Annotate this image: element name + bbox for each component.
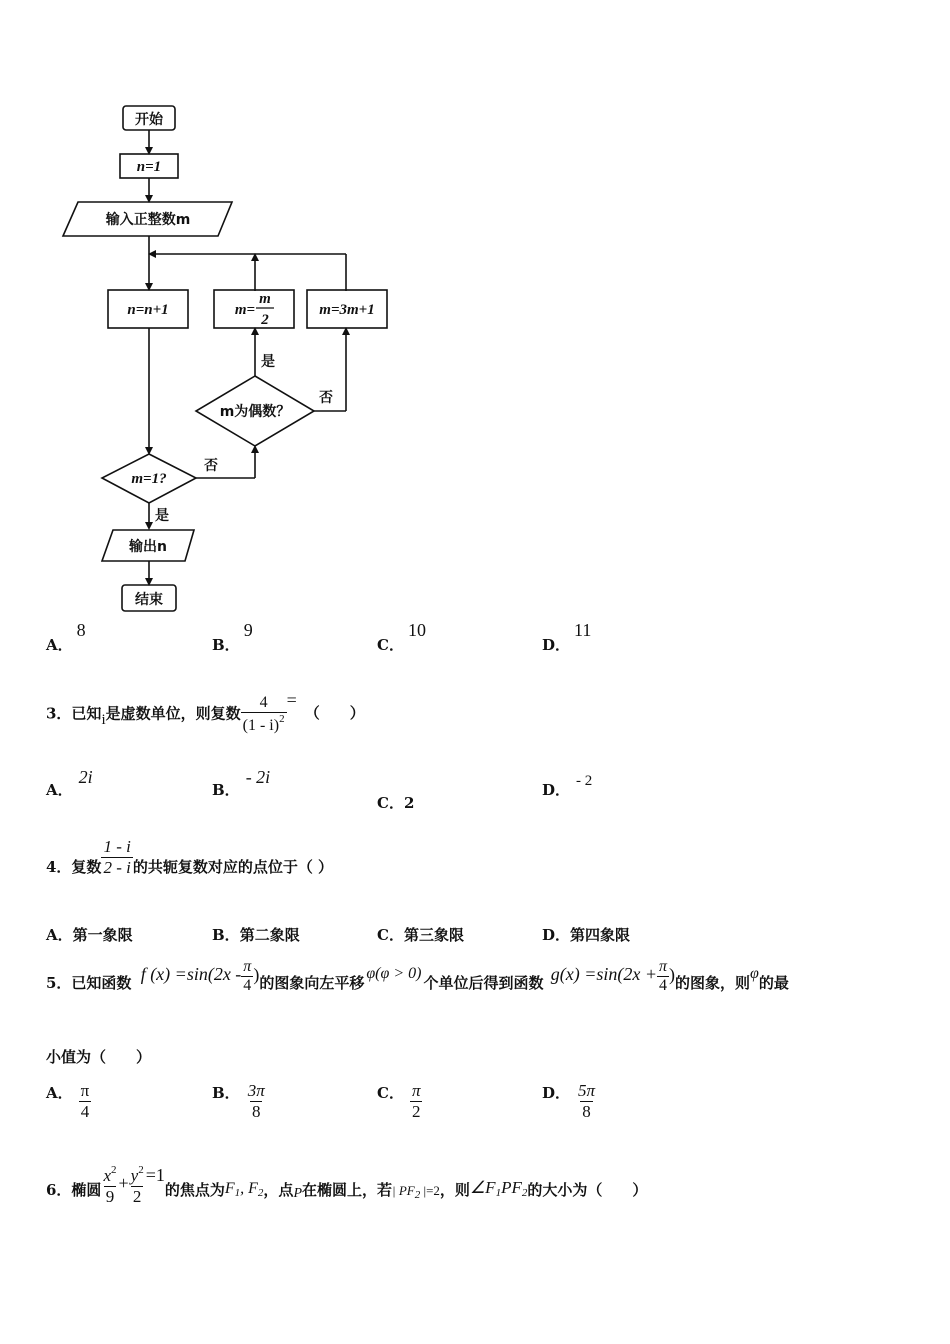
half-label-num: m [259, 291, 271, 307]
q5-option-c: C． $\frac{\pi}{2}$ [377, 1081, 421, 1121]
q3-option-a: A．2i [46, 767, 93, 799]
flowchart [0, 0, 420, 630]
q5-option-b: B． $\frac{3\pi}{8}$ [212, 1081, 265, 1121]
yes-label-top: 是 [261, 354, 275, 370]
q4-option-a: A．第一象限 [46, 926, 133, 944]
q5-option-a: A． $\frac{\pi}{4}$ [46, 1081, 90, 1121]
q2-option-b: B．9 [212, 620, 253, 654]
half-label-left: m= [234, 302, 256, 318]
q2-option-c: C．10 [377, 620, 426, 654]
question-3: 3．已知i是虚数单位，则复数 $\frac{4}{(1 - i)^2}$ =（ ） [46, 690, 365, 734]
q4-option-b: B．第二象限 [212, 926, 300, 944]
output-label: 输出n [129, 539, 167, 555]
q3-option-b: B．- 2i [212, 767, 271, 799]
question-6: 6．椭圆 $\frac{x^2}{9}$ + $\frac{y^2}{2}$ =1的焦点为$F_1$, $F_2$，点P在椭圆上，若| $PF_2$ |=2，则$\angle F_1PF_2$的大小为（ ） [46, 1164, 648, 1206]
question-5: 5．已知函数 f (x) =sin(2x - $\frac{\pi}{4}$ )的图象向左平移φ(φ > 0)个单位后得到函数 g(x) =sin(2x + $\frac{\pi}{4}$ )的图象，则φ的最 [46, 958, 789, 994]
q3-option-d: D． - 2 [542, 773, 593, 799]
eq1-label: m=1? [131, 471, 167, 487]
q4-option-d: D．第四象限 [542, 926, 631, 944]
yes-label-bottom: 是 [155, 508, 169, 524]
question-5-line2: 小值为（ ） [46, 1048, 152, 1066]
input-label: 输入正整数m [105, 212, 191, 228]
init-label: n=1 [136, 159, 162, 175]
no-label-bottom: 否 [204, 458, 218, 474]
q5-option-d: D． $\frac{5\pi}{8}$ [542, 1081, 596, 1121]
q2-option-d: D．11 [542, 620, 592, 654]
start-label: 开始 [135, 112, 163, 128]
end-label: 结束 [135, 592, 163, 608]
triple-label: m=3m+1 [319, 302, 375, 318]
q4-option-c: C．第三象限 [377, 926, 464, 944]
question-4: 4．复数 $\frac{1 - i}{2 - i}$ 的共轭复数对应的点位于（ ） [46, 837, 334, 877]
q3-option-c: C．2 [377, 794, 415, 812]
even-label: m为偶数？ [219, 404, 291, 420]
half-label-den: 2 [261, 312, 269, 328]
no-label-right: 否 [319, 390, 333, 406]
incr-label: n=n+1 [127, 302, 169, 318]
q2-option-a: A．8 [46, 620, 86, 654]
